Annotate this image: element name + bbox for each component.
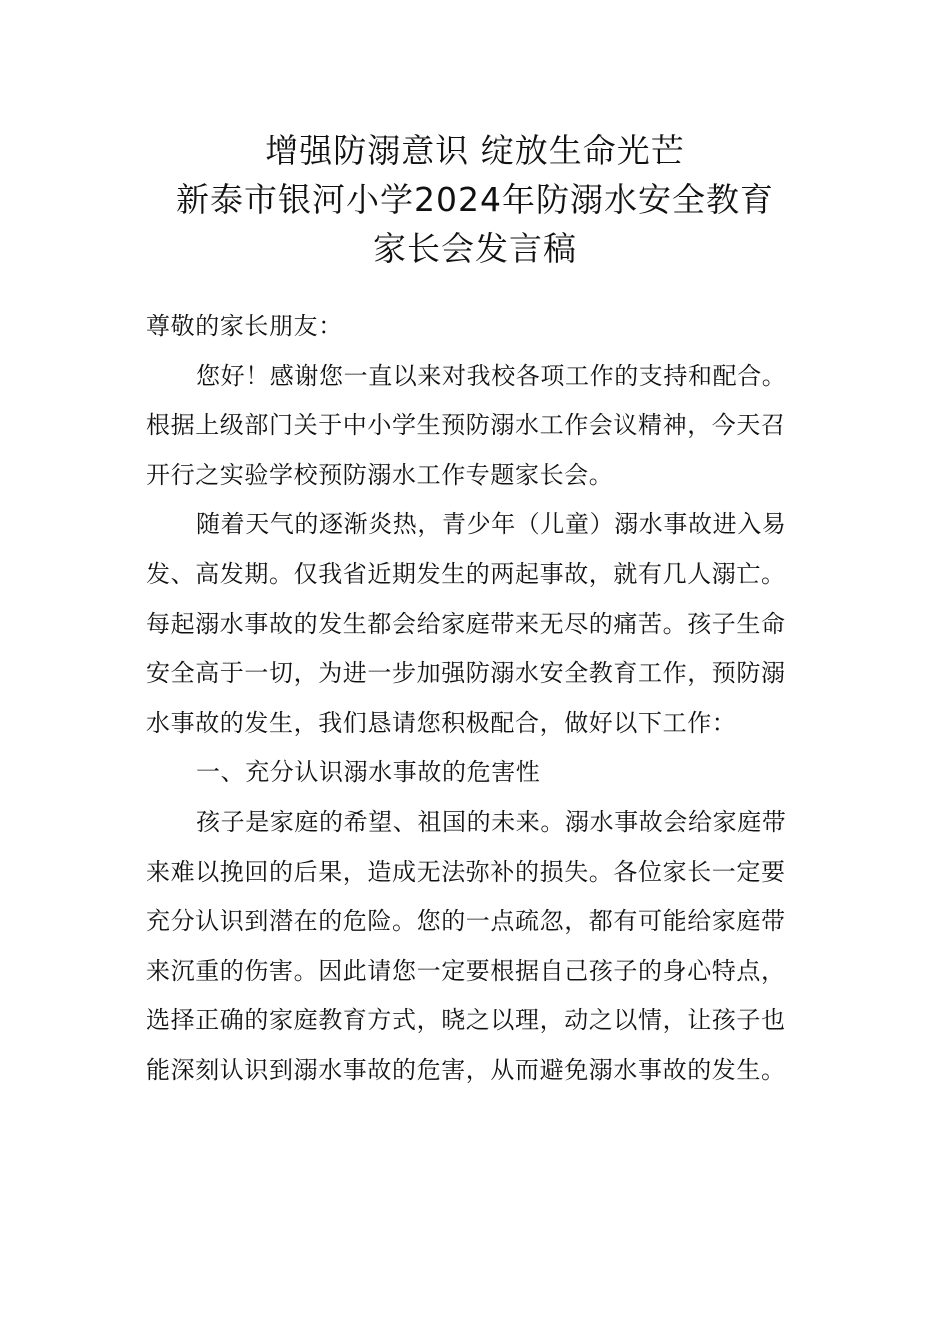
paragraph-greeting: 您好！感谢您一直以来对我校各项工作的支持和配合。根据上级部门关于中小学生预防溺水工作会议精神，今天召开行之实验学校预防溺水工作专题家长会。 — [146, 361, 787, 489]
salutation: 尊敬的家长朋友： — [146, 312, 343, 340]
paragraph-background: 随着天气的逐渐炎热，青少年（儿童）溺水事故进入易发、高发期。仅我省近期发生的两起事故，就有几人溺亡。每起溺水事故的发生都会给家庭带来无尽的痛苦。孩子生命安全高于一切，为进一步加强防溺水安全教育工作，预防溺水事故的发生，我们恳请您积极配合，做好以下工作： — [146, 510, 787, 737]
section-heading-1: 一、充分认识溺水事故的危害性 — [196, 758, 541, 787]
title-line-2: 新泰市银河小学2024年防溺水安全教育 — [176, 180, 774, 219]
document-title — [0, 126, 950, 273]
paragraph-section-1: 孩子是家庭的希望、祖国的未来。溺水事故会给家庭带来难以挽回的后果，造成无法弥补的损失。各位家长一定要充分认识到潜在的危险。您的一点疏忽，都有可能给家庭带来沉重的伤害。因此请您一定要根据自己孩子的身心特点，选择正确的家庭教育方式，晓之以理，动之以情，让孩子也能深刻认识到溺水事故的危害，从而避免溺水事故的发生。 — [146, 807, 787, 1084]
title-line-1: 增强防溺意识 绽放生命光芒 — [265, 131, 685, 170]
document-body — [146, 302, 808, 1096]
title-line-3: 家长会发言稿 — [373, 229, 577, 268]
